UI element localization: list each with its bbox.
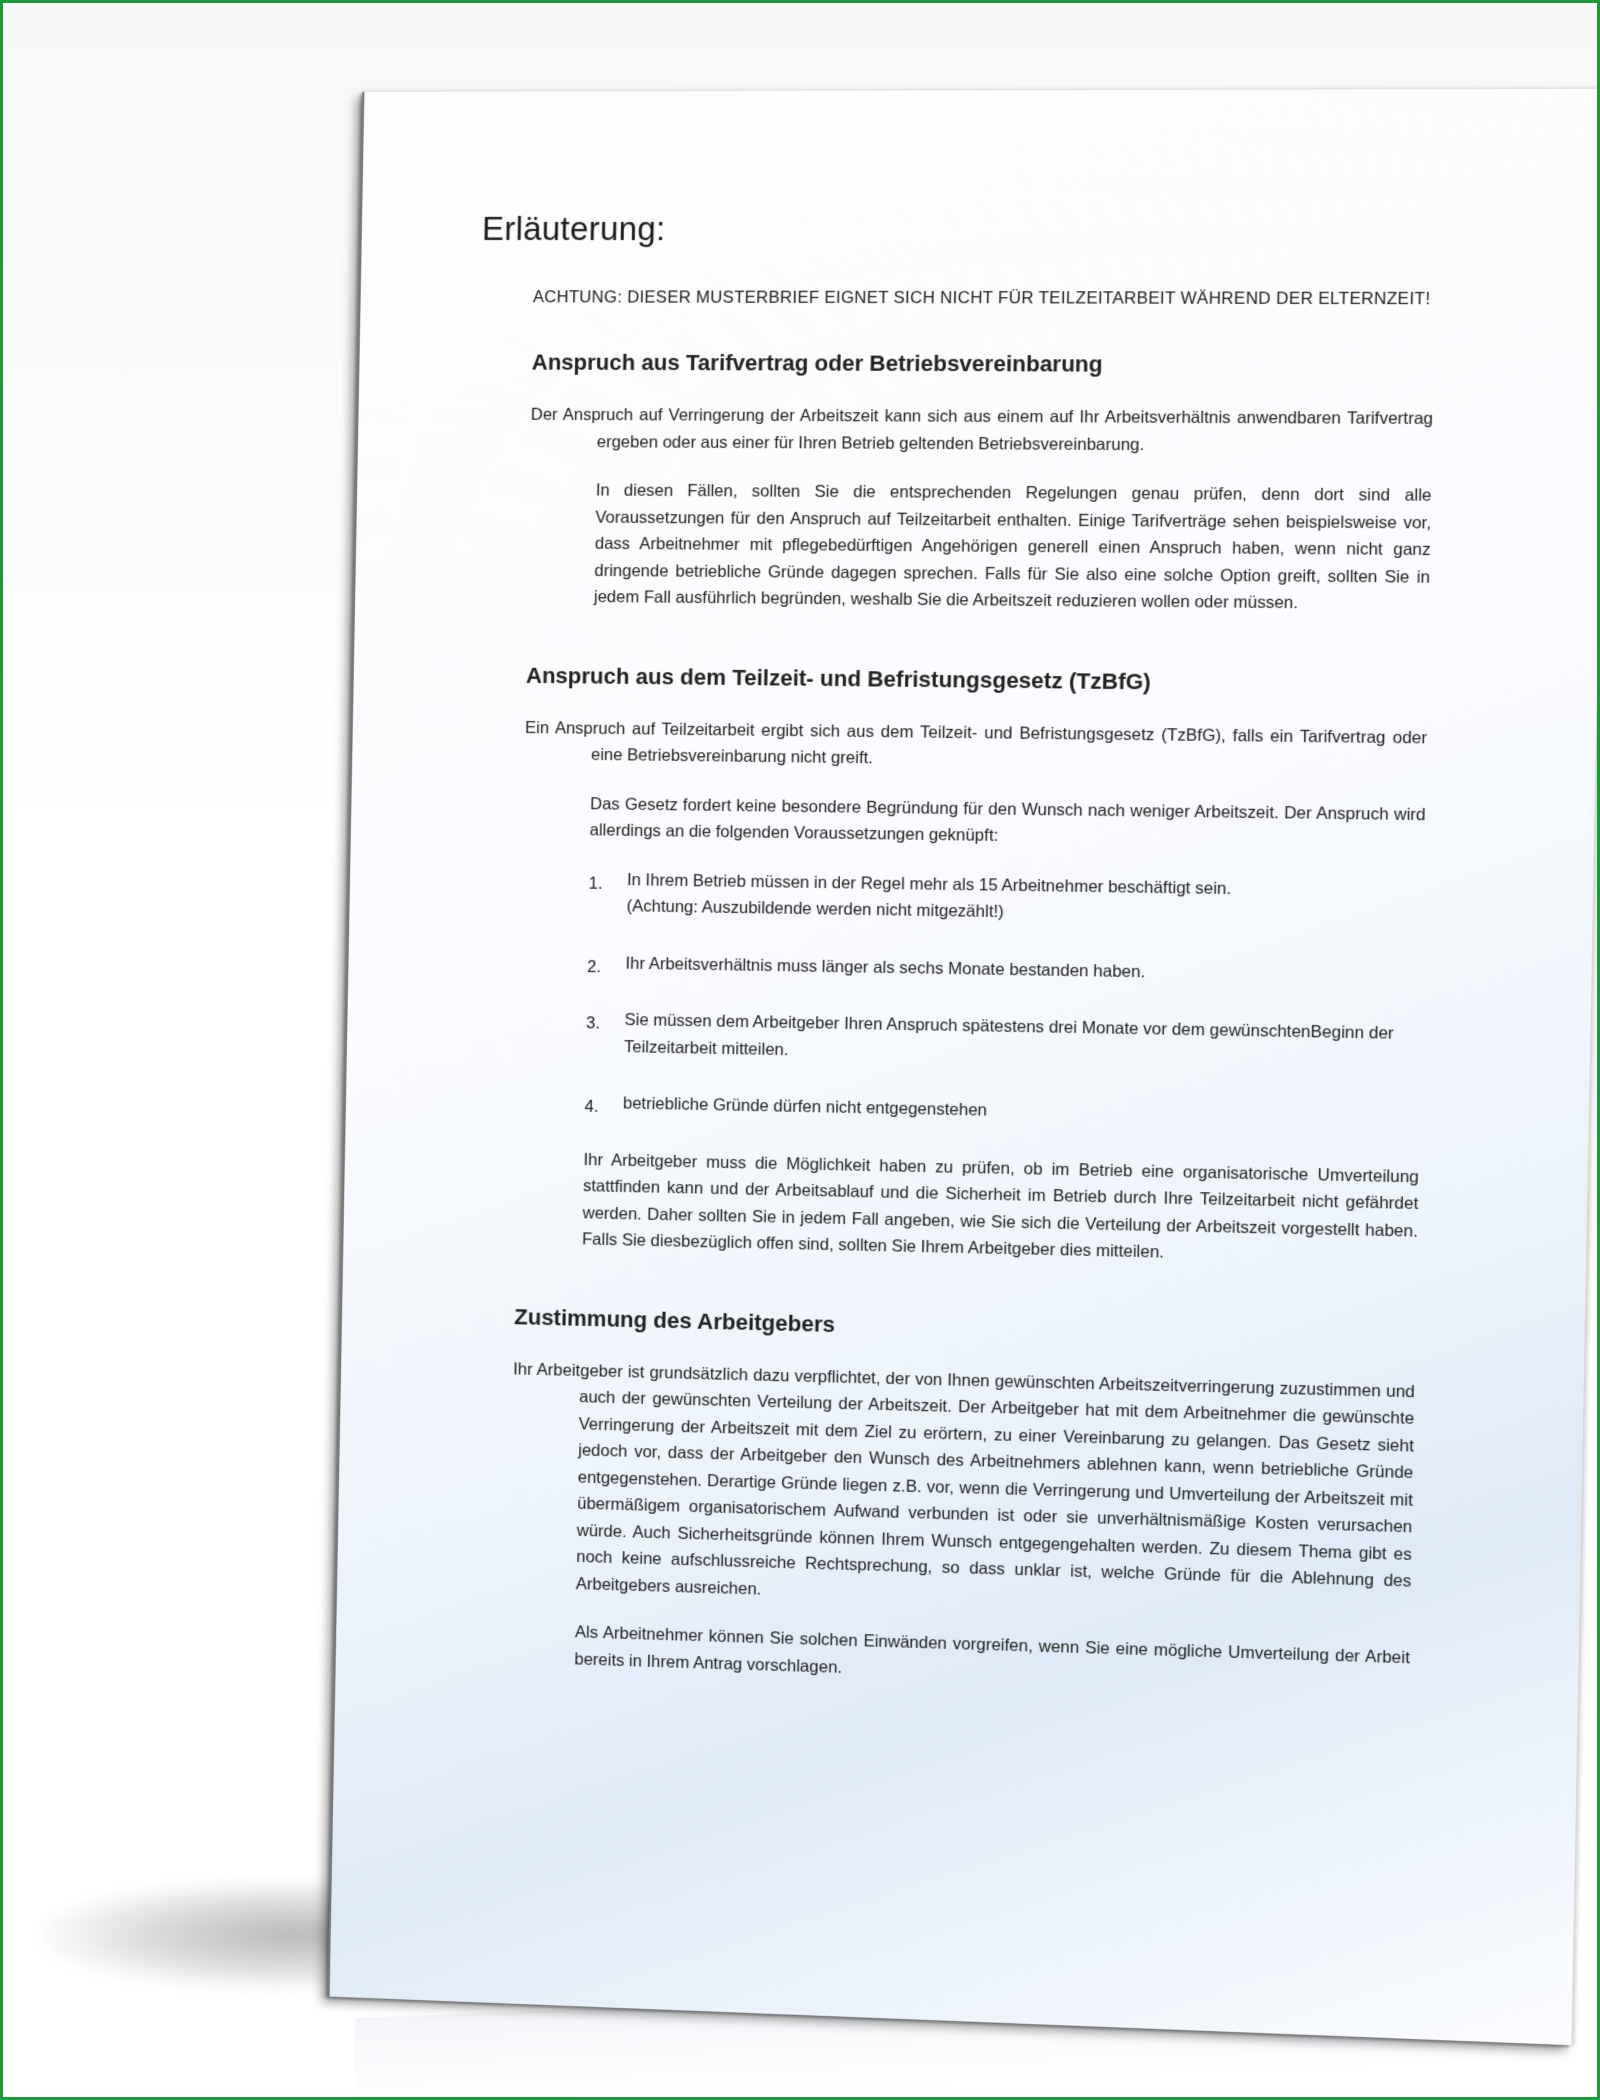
section-heading: Anspruch aus Tarifvertrag oder Betriebsvereinbarung <box>531 349 1103 377</box>
list-item <box>587 949 1423 990</box>
section-paragraph: Ihr Arbeitgeber muss die Möglichkeit haben zu prüfen, ob im Betrieb eine organisatorische Umverteilung stattfinden kann und der Arbeitsablauf und die Sicherheit im Betrieb durch Ihre Teilzeitarbeit nicht gefährdet werden. Daher sollten Sie in jedem Fall angeben, wie Sie sich die Verteilung der Arbeitszeit vorgestellt haben. Falls Sie diesbezüglich offen sind, sollten Sie Ihrem Arbeitgeber dies mitteilen. <box>581 1150 1420 1262</box>
section-paragraph: In diesen Fällen, sollten Sie die entsprechenden Regelungen genau prüfen, denn dort sind alle Voraussetzungen für den Anspruch auf Teilzeitarbeit enthalten. Einige Tarifverträge sehen beispielsweise vor, dass Arbeitnehmer mit pflegebedürftigen Angehörigen generell einen Anspruch haben, wenn nicht ganz dringende betriebliche Gründe dagegen sprechen. Falls für Sie also eine solche Option greift, sollten Sie in jedem Fall ausführlich begründen, weshalb Sie die Arbeitszeit reduzieren wollen oder müssen. <box>593 481 1432 613</box>
section-tarifvertrag <box>527 349 1434 618</box>
list-item-text: Ihr Arbeitsverhältnis muss länger als sechs Monate bestanden haben. <box>625 954 1146 981</box>
list-item <box>584 1090 1420 1133</box>
warning-notice: ACHTUNG: DIESER MUSTERBRIEF EIGNET SICH NICHT FÜR TEILZEITARBEIT WÄHREND DER ELTERNZEIT! <box>532 288 1431 309</box>
list-item <box>585 1006 1421 1075</box>
list-item-number: 3. <box>585 1014 601 1033</box>
section-zustimmung <box>508 1304 1416 1699</box>
section-paragraph: Das Gesetz fordert keine besondere Begründung für den Wunsch nach weniger Arbeitszeit. Der Anspruch wird allerdings an die folgenden Voraussetzungen geknüpft: <box>589 794 1426 845</box>
section-paragraph: Ein Anspruch auf Teilzeitarbeit ergibt sich aus dem Teilzeit- und Befristungsgesetz (TzBfG), falls ein Tarifvertrag oder eine Betriebsvereinbarung nicht greift. <box>524 718 1428 768</box>
document-title: Erläuterung: <box>481 209 666 248</box>
list-item-number: 2. <box>586 957 602 976</box>
section-paragraph: Ihr Arbeitgeber ist grundsätzlich dazu verpflichtet, der von Ihnen gewünschten Arbeitszeitverringerung zuzustimmen und auch der gewünschten Verteilung der Arbeitszeit. Der Arbeitgeber hat mit dem Arbeitnehmer die gewünschte Verringerung der Arbeitszeit mit dem Ziel zu erörtern, zu einer Vereinbarung zu gelangen. Das Gesetz sieht jedoch vor, dass der Arbeitgeber den Wunsch des Arbeitnehmers ablehnen kann, wenn betriebliche Gründe entgegenstehen. Derartige Gründe liegen z.B. vor, wenn die Verringerung und Umverteilung der Arbeitszeit mit übermäßigem organisatorischem Aufwand verbunden ist oder sie unverhältnismäßige Kosten verursachen würde. Auch Sicherheitsgründe können Ihrem Wunsch entgegengehalten werden. Zu diesem Thema gibt es noch keine aufschlussreiche Rechtsprechung, so dass unklar ist, welche Gründe für die Ablehnung des Arbeitgebers ausreichen. <box>513 1359 1416 1599</box>
section-heading: Anspruch aus dem Teilzeit- und Befristungsgesetz (TzBfG) <box>525 662 1152 694</box>
list-item-note: (Achtung: Auszubildende werden nicht mitgezählt!) <box>626 897 1004 922</box>
list-item-number: 1. <box>588 874 603 893</box>
section-paragraph: Als Arbeitnehmer können Sie solchen Einwänden vorgreifen, wenn Sie eine mögliche Umverteilung der Arbeit bereits in Ihrem Antrag vorschlagen. <box>574 1623 1411 1677</box>
requirements-list <box>584 866 1424 1133</box>
section-heading: Zustimmung des Arbeitgebers <box>514 1303 836 1337</box>
section-tzbfg <box>515 662 1428 1272</box>
list-item-text: In Ihrem Betrieb müssen in der Regel mehr als 15 Arbeitnehmer beschäftigt sein. <box>626 870 1232 898</box>
list-item-text: betriebliche Gründe dürfen nicht entgegenstehen <box>622 1094 988 1120</box>
document-page <box>328 89 1600 2045</box>
list-item <box>588 866 1424 932</box>
list-item-text: Sie müssen dem Arbeitgeber Ihren Anspruch spätestens drei Monate vor dem gewünschtenBeginn der Teilzeitarbeit mitteilen. <box>623 1010 1394 1059</box>
section-paragraph: Der Anspruch auf Verringerung der Arbeitszeit kann sich aus einem auf Ihr Arbeitsverhältnis anwendbaren Tarifvertrag ergeben oder aus einer für Ihren Betrieb geltenden Betriebsvereinbarung. <box>530 405 1434 454</box>
document-content <box>481 209 1437 1722</box>
list-item-number: 4. <box>584 1097 599 1117</box>
